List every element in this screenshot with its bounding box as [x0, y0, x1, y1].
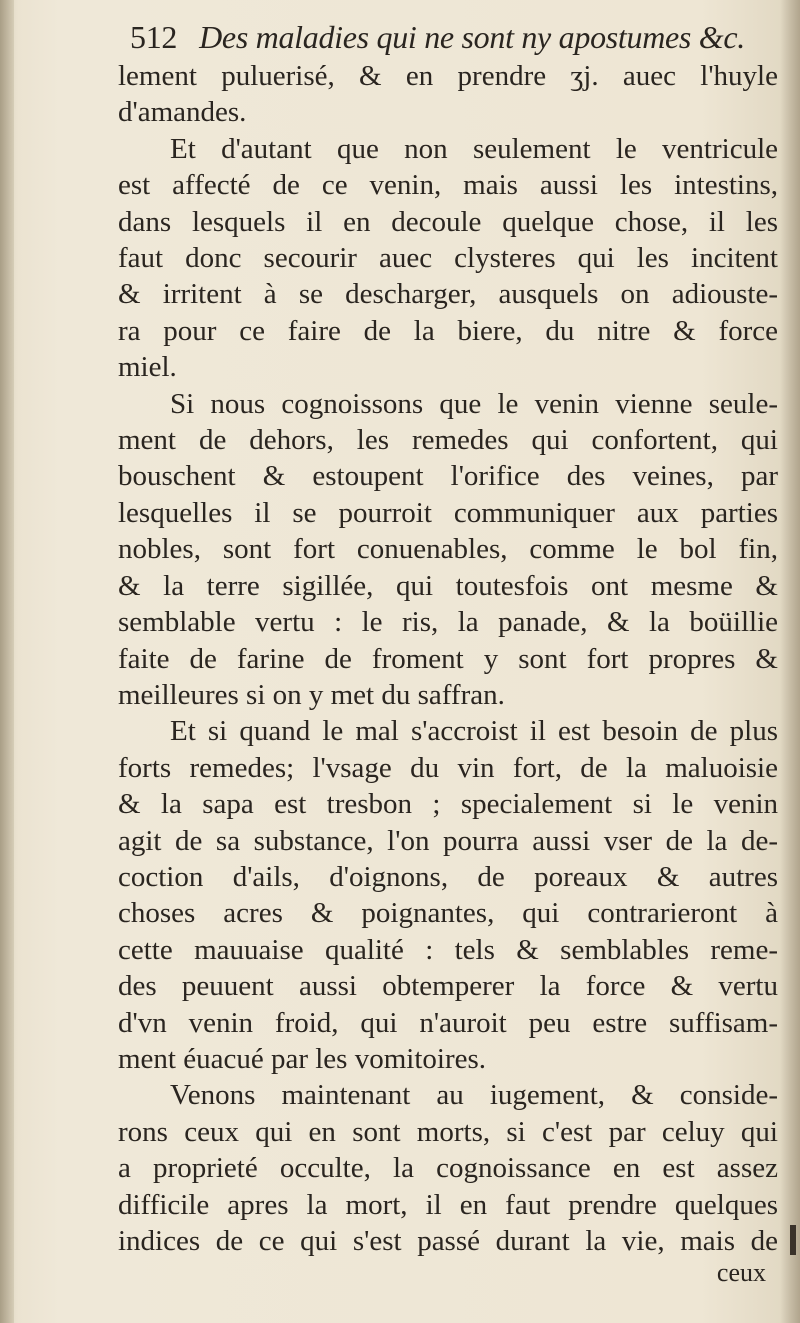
text-line: coction d'ails, d'oignons, de poreaux & autres: [118, 860, 778, 893]
text-line: d'vn venin froid, qui n'auroit peu estre suffisam-: [118, 1006, 778, 1039]
text-line: est affecté de ce venin, mais aussi les intestins,: [118, 169, 778, 202]
text-line: Si nous cognoissons que le venin vienne seule-: [170, 387, 778, 420]
text-line: & la terre sigillée, qui toutesfois ont mesme &: [118, 569, 778, 602]
text-line: lement puluerisé, & en prendre ʒj. auec l'huyle: [118, 60, 778, 92]
running-title: Des maladies qui ne sont ny apostumes &c.: [199, 19, 745, 55]
text-line: miel.: [118, 351, 177, 384]
text-line: Et d'autant que non seulement le ventricule: [170, 132, 778, 165]
text-line: ra pour ce faire de la biere, du nitre & force: [118, 314, 778, 347]
text-line: agit de sa substance, l'on pourra aussi vser de la de-: [118, 824, 778, 857]
page-number: 512: [130, 19, 178, 55]
page-gutter: [0, 0, 14, 1323]
page-edge-shadow: [780, 0, 800, 1323]
catchword: ceux: [716, 1258, 766, 1287]
text-line: indices de ce qui s'est passé durant la vie, mais de: [118, 1225, 778, 1257]
text-line: & irritent à se descharger, ausquels on adiouste-: [118, 278, 778, 311]
text-line: ment de dehors, les remedes qui confortent, qui: [118, 424, 778, 457]
text-line: d'amandes.: [118, 96, 247, 129]
text-line: a proprieté occulte, la cognoissance en est assez: [118, 1152, 778, 1185]
body-text: [118, 58, 778, 1259]
binding-mark: [790, 1225, 796, 1255]
text-line: dans lesquels il en decoule quelque chose, il les: [118, 205, 778, 238]
page-header: [130, 12, 790, 62]
text-line: faite de farine de froment y sont fort propres &: [118, 642, 778, 675]
text-line: choses acres & poignantes, qui contrarieront à: [118, 897, 778, 930]
text-line: ment éuacué par les vomitoires.: [118, 1042, 487, 1075]
text-line: des peuuent aussi obtemperer la force & vertu: [118, 970, 778, 1003]
text-line: Et si quand le mal s'accroist il est besoin de plus: [170, 715, 778, 748]
text-line: bouschent & estoupent l'orifice des veines, par: [118, 460, 778, 493]
text-line: nobles, sont fort conuenables, comme le bol fin,: [118, 533, 778, 566]
text-line: rons ceux qui en sont morts, si c'est par celuy qui: [118, 1115, 778, 1148]
text-line: difficile apres la mort, il en faut prendre quelques: [118, 1188, 778, 1221]
text-line: semblable vertu : le ris, la panade, & la boüillie: [118, 606, 778, 639]
text-line: forts remedes; l'vsage du vin fort, de la maluoisie: [118, 751, 778, 784]
text-line: faut donc secourir auec clysteres qui les incitent: [118, 242, 778, 275]
text-line: meilleures si on y met du saffran.: [118, 678, 505, 711]
text-line: lesquelles il se pourroit communiquer aux parties: [118, 496, 778, 529]
text-line: Venons maintenant au iugement, & conside-: [170, 1079, 778, 1112]
text-line: cette mauuaise qualité : tels & semblables reme-: [118, 933, 778, 966]
text-line: & la sapa est tresbon ; specialement si le venin: [118, 788, 778, 821]
